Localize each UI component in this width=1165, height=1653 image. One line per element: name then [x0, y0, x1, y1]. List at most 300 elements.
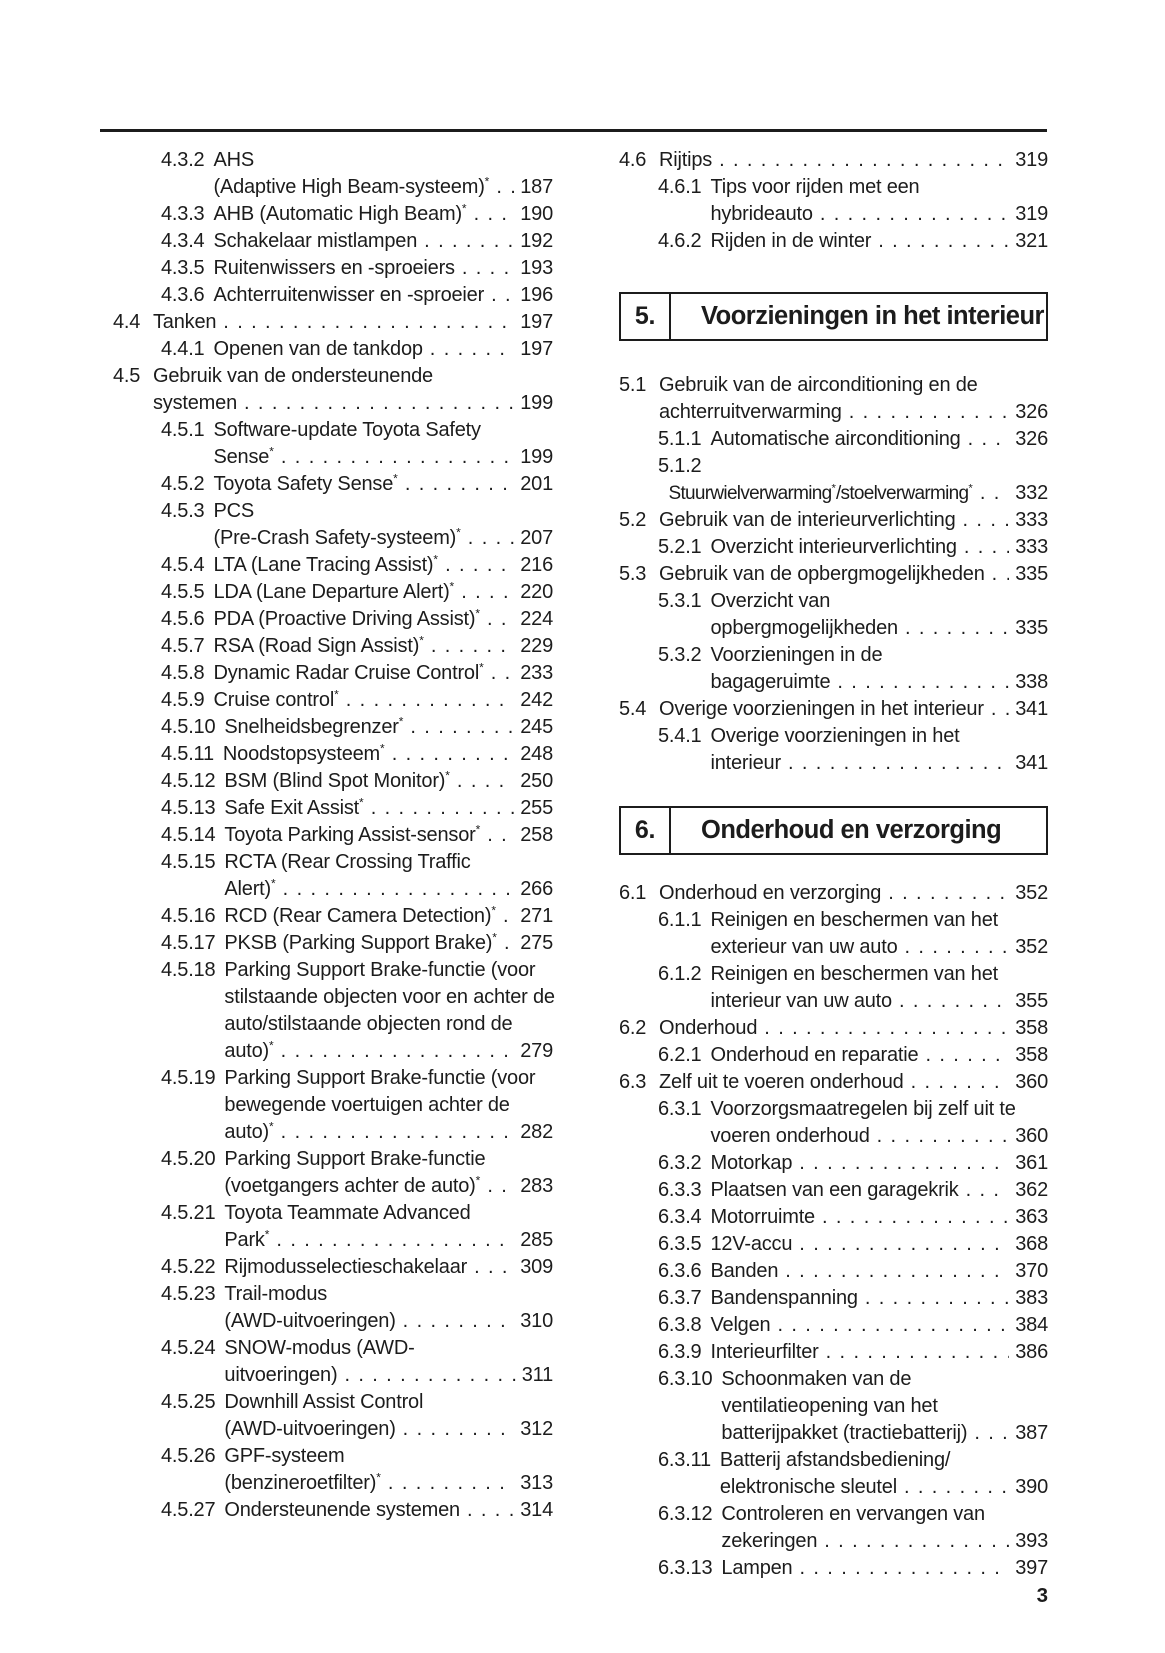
entry-title: Trail-modus [224, 1283, 328, 1305]
entry-title: auto/stilstaande objecten rond de [224, 1013, 513, 1035]
entry-line [213, 282, 553, 309]
entry-body [223, 741, 553, 768]
page-ref: 321 [1015, 230, 1048, 252]
entry-line [224, 1362, 553, 1389]
entry-body [213, 228, 553, 255]
entry-line [710, 723, 1048, 750]
footnote-asterisk: * [419, 633, 424, 648]
entry-line [224, 1227, 553, 1254]
toc-entry-4.5.11 [161, 741, 553, 768]
entry-number: 4.6 [619, 149, 647, 171]
entry-line [213, 606, 553, 633]
entry-line [224, 1038, 553, 1065]
leader-dots [764, 1015, 1009, 1042]
page-ref: 393 [1015, 1530, 1048, 1552]
entry-body [710, 723, 1048, 777]
entry-line [224, 822, 553, 849]
entry-title: Software-update Toyota Safety [213, 419, 481, 441]
page-ref: 341 [1015, 698, 1048, 720]
toc-entry-4.5.16 [161, 903, 553, 930]
entry-line [153, 390, 553, 417]
entry-title: batterijpakket (tractiebatterij) [721, 1422, 968, 1444]
entry-title: Rijtips [659, 149, 713, 171]
entry-title: Safe Exit Assist* [224, 795, 364, 819]
entry-body [710, 534, 1048, 561]
entry-number: 6.3.10 [658, 1368, 713, 1390]
toc-entry-6.3.11 [658, 1447, 1048, 1501]
entry-number: 6.3.7 [658, 1287, 702, 1309]
toc-entry-6.3.8 [658, 1312, 1048, 1339]
toc-entry-5.1.2 [658, 453, 1048, 507]
entry-body [659, 1069, 1048, 1096]
entry-title: zekeringen [721, 1530, 818, 1552]
footnote-asterisk: * [398, 714, 404, 729]
leader-dots [405, 471, 514, 498]
footnote-asterisk: * [449, 579, 455, 594]
entry-line [710, 642, 1048, 669]
entry-number: 4.5.27 [161, 1499, 216, 1521]
toc-entry-6.3.9 [658, 1339, 1048, 1366]
entry-body [710, 642, 1048, 696]
toc-entry-4.5.21 [161, 1200, 553, 1254]
entry-line [224, 876, 553, 903]
leader-dots [925, 1042, 1009, 1069]
entry-line [710, 426, 1048, 453]
entry-body [224, 1065, 553, 1146]
entry-number: 5.2 [619, 509, 647, 531]
entry-title: Batterij afstandsbediening/ [719, 1449, 951, 1471]
leader-dots [403, 1308, 515, 1335]
leader-dots [905, 934, 1010, 961]
entry-number: 4.6.1 [658, 176, 702, 198]
entry-body [224, 1146, 553, 1200]
toc-entry-4.5.9 [161, 687, 553, 714]
toc-entry-6.3 [619, 1069, 1048, 1096]
entry-number: 6.2.1 [658, 1044, 702, 1066]
entry-title: Onderhoud en reparatie [710, 1044, 919, 1066]
entry-title: Gebruik van de ondersteunende [153, 365, 433, 387]
entry-title: (AWD-uitvoeringen) [224, 1310, 396, 1332]
leader-dots [799, 1231, 1009, 1258]
entry-body [659, 507, 1048, 534]
entry-title: interieur [710, 752, 781, 774]
footnote-asterisk: * [269, 1038, 274, 1053]
entry-line [659, 880, 1048, 907]
toc-entry-5.1 [619, 372, 1048, 426]
entry-title: hybrideauto [710, 203, 813, 225]
page-ref: 361 [1015, 1152, 1048, 1174]
entry-line [710, 1096, 1048, 1123]
entry-number: 4.5.11 [161, 743, 214, 765]
leader-dots [487, 606, 514, 633]
leader-dots [820, 201, 1009, 228]
page-ref: 220 [520, 581, 553, 603]
footnote-asterisk: * [380, 741, 385, 756]
toc-entry-4.5.14 [161, 822, 553, 849]
entry-number: 4.3.6 [161, 284, 205, 306]
entry-number: 4.5.18 [161, 959, 216, 981]
entry-line [213, 201, 553, 228]
toc-entry-6.3.2 [658, 1150, 1048, 1177]
entry-body [213, 660, 553, 687]
entry-title: Overzicht interieurverlichting [710, 536, 957, 558]
toc-entry-4.5.6 [161, 606, 553, 633]
entry-title: Banden [710, 1260, 779, 1282]
leader-dots [371, 795, 515, 822]
entry-title: Plaatsen van een garagekrik [710, 1179, 959, 1201]
page-ref: 352 [1015, 882, 1048, 904]
entry-title: Park* [224, 1227, 270, 1251]
toc-entry-5.4.1 [658, 723, 1048, 777]
entry-title: Tips voor rijden met een [710, 176, 920, 198]
entry-title: RSA (Road Sign Assist)* [213, 633, 424, 657]
entry-body [213, 336, 553, 363]
toc-entry-4.5.10 [161, 714, 553, 741]
entry-title: Onderhoud en verzorging [659, 882, 882, 904]
entry-line [224, 1443, 553, 1470]
entry-line [659, 561, 1048, 588]
toc-entry-4.5.24 [161, 1335, 553, 1389]
leader-dots [824, 1528, 1009, 1555]
entry-body [224, 795, 553, 822]
entry-title: Ruitenwissers en -sproeiers [213, 257, 455, 279]
page-ref: 319 [1015, 149, 1048, 171]
entry-title: (AWD-uitvoeringen) [224, 1418, 396, 1440]
entry-line [721, 1393, 1048, 1420]
entry-title: Rijmodusselectieschakelaar [224, 1256, 468, 1278]
leader-dots [964, 534, 1009, 561]
leader-dots [968, 426, 1010, 453]
entry-line [659, 372, 1048, 399]
entry-title: systemen [153, 392, 237, 414]
toc-entry-4.5.7 [161, 633, 553, 660]
entry-number: 4.5.9 [161, 689, 205, 711]
entry-number: 4.5 [113, 365, 141, 387]
entry-body [710, 961, 1048, 1015]
entry-body [213, 471, 553, 498]
entry-line [153, 363, 553, 390]
footnote-asterisk: * [269, 444, 274, 459]
entry-line [710, 201, 1048, 228]
chapter-title: Onderhoud en verzorging [701, 816, 1002, 844]
entry-title: Sense* [213, 444, 274, 468]
entry-line [213, 228, 553, 255]
entry-number: 4.5.25 [161, 1391, 216, 1413]
entry-line [224, 714, 553, 741]
entry-body [710, 1042, 1048, 1069]
leader-dots [878, 228, 1009, 255]
entry-title: (Pre-Crash Safety-systeem)* [213, 525, 461, 549]
entry-line [710, 1042, 1048, 1069]
entry-body [720, 1447, 1048, 1501]
entry-number: 6.3.11 [658, 1449, 711, 1471]
leader-dots [276, 1227, 514, 1254]
toc-entry-4.6.2 [658, 228, 1048, 255]
leader-dots [826, 1339, 1010, 1366]
entry-body [153, 309, 553, 336]
page-ref: 192 [520, 230, 553, 252]
entry-body [213, 687, 553, 714]
footnote-asterisk: * [334, 687, 339, 702]
page-ref: 397 [1015, 1557, 1048, 1579]
entry-number: 5.1.2 [658, 455, 702, 477]
entry-body [710, 1177, 1048, 1204]
entry-number: 4.5.3 [161, 500, 205, 522]
entry-number: 4.5.15 [161, 851, 216, 873]
page-ref: 275 [520, 932, 553, 954]
entry-body [710, 174, 1048, 228]
entry-line [224, 1470, 553, 1497]
entry-title: ventilatieopening van het [721, 1395, 938, 1417]
entry-title: Downhill Assist Control [224, 1391, 424, 1413]
entry-line [213, 579, 553, 606]
toc-entry-4.3.4 [161, 228, 553, 255]
toc-entry-4.5.27 [161, 1497, 553, 1524]
toc-entry-5.3.1 [658, 588, 1048, 642]
chapter-number: 6. [621, 808, 671, 853]
page-ref: 187 [520, 176, 553, 198]
entry-title: PDA (Proactive Driving Assist)* [213, 606, 481, 630]
leader-dots [281, 1038, 515, 1065]
entry-line [710, 1312, 1048, 1339]
entry-title: Motorkap [710, 1152, 793, 1174]
footnote-asterisk: * [393, 471, 398, 486]
page-ref: 358 [1015, 1017, 1048, 1039]
leader-dots [865, 1285, 1009, 1312]
entry-title: Parking Support Brake-functie (voor [224, 959, 536, 981]
toc-entry-6.3.6 [658, 1258, 1048, 1285]
entry-number: 6.3.12 [658, 1503, 713, 1525]
toc-entry-5.4 [619, 696, 1048, 723]
entry-body [710, 1285, 1048, 1312]
entry-body [213, 201, 553, 228]
toc-entry-6.3.4 [658, 1204, 1048, 1231]
entry-body [224, 1254, 553, 1281]
leader-dots [445, 552, 514, 579]
entry-title: (Adaptive High Beam-systeem)* [213, 174, 490, 198]
toc-entry-4.5.8 [161, 660, 553, 687]
toc-entry-4.5.19 [161, 1065, 553, 1146]
entry-body [659, 561, 1048, 588]
entry-line [224, 957, 553, 984]
page-ref: 319 [1015, 203, 1048, 225]
entry-number: 4.5.16 [161, 905, 216, 927]
page-ref: 258 [520, 824, 553, 846]
footnote-asterisk: * [269, 1119, 274, 1134]
page-ref: 326 [1015, 401, 1048, 423]
page-ref: 196 [520, 284, 553, 306]
entry-number: 5.4 [619, 698, 647, 720]
entry-title: SNOW-modus (AWD- [224, 1337, 415, 1359]
toc-entry-4.3.5 [161, 255, 553, 282]
entry-line [224, 1092, 553, 1119]
page-ref: 387 [1015, 1422, 1048, 1444]
toc-entry-4.5.22 [161, 1254, 553, 1281]
page-ref: 201 [520, 473, 553, 495]
leader-dots [788, 750, 1009, 777]
entry-title: Voorzorgsmaatregelen bij zelf uit te [710, 1098, 1016, 1120]
entry-line [213, 417, 553, 444]
entry-number: 6.1 [619, 882, 647, 904]
entry-title: Openen van de tankdop [213, 338, 423, 360]
entry-line [213, 552, 553, 579]
entry-line [710, 907, 1048, 934]
entry-body [710, 1204, 1048, 1231]
toc-entry-6.3.12 [658, 1501, 1048, 1555]
leader-dots [244, 390, 514, 417]
entry-number: 4.5.20 [161, 1148, 216, 1170]
entry-line [224, 1335, 553, 1362]
entry-line [710, 1339, 1048, 1366]
leader-dots [799, 1150, 1009, 1177]
page-ref: 245 [520, 716, 553, 738]
entry-body [213, 579, 553, 606]
entry-line [710, 453, 1048, 480]
toc-entry-5.1.1 [658, 426, 1048, 453]
entry-title: Controleren en vervangen van [721, 1503, 985, 1525]
entry-body [224, 768, 553, 795]
entry-line [224, 930, 553, 957]
toc-entry-4.5.23 [161, 1281, 553, 1335]
toc-entry-4.5.1 [161, 417, 553, 471]
leader-dots [980, 480, 1009, 507]
footnote-asterisk: * [271, 876, 276, 891]
page-ref: 386 [1015, 1341, 1048, 1363]
leader-dots [467, 1497, 514, 1524]
entry-title: Reinigen en beschermen van het [710, 909, 999, 931]
entry-title: GPF-systeem [224, 1445, 345, 1467]
entry-body [224, 1389, 553, 1443]
entry-body [710, 1096, 1048, 1150]
entry-line [223, 741, 553, 768]
entry-title: Overige voorzieningen in het interieur [659, 698, 984, 720]
entry-line [213, 336, 553, 363]
page-ref: 332 [1015, 482, 1048, 504]
entry-number: 4.5.6 [161, 608, 205, 630]
entry-title: Toyota Parking Assist-sensor* [224, 822, 481, 846]
entry-line [721, 1528, 1048, 1555]
entry-body [224, 849, 553, 903]
entry-line [659, 399, 1048, 426]
toc-entry-6.3.3 [658, 1177, 1048, 1204]
entry-body [659, 372, 1048, 426]
entry-line [224, 1065, 553, 1092]
entry-number: 6.3.13 [658, 1557, 713, 1579]
entry-line [710, 1150, 1048, 1177]
entry-title: Lampen [721, 1557, 793, 1579]
leader-dots [911, 1069, 1010, 1096]
entry-line [721, 1501, 1048, 1528]
entry-title: Automatische airconditioning [710, 428, 961, 450]
page-ref: 242 [520, 689, 553, 711]
page-ref: 193 [520, 257, 553, 279]
entry-number: 4.5.21 [161, 1202, 216, 1224]
entry-number: 6.1.1 [658, 909, 702, 931]
footnote-asterisk: * [376, 1470, 381, 1485]
entry-title: RCD (Rear Camera Detection)* [224, 903, 496, 927]
entry-line [213, 525, 553, 552]
entry-number: 4.5.23 [161, 1283, 216, 1305]
footnote-asterisk: * [456, 525, 461, 540]
toc-column-right [619, 147, 1048, 1582]
entry-body [224, 903, 553, 930]
entry-line [659, 1015, 1048, 1042]
entry-number: 6.3.3 [658, 1179, 702, 1201]
entry-title: Velgen [710, 1314, 771, 1336]
leader-dots [281, 1119, 515, 1146]
entry-number: 6.3.9 [658, 1341, 702, 1363]
entry-number: 4.5.10 [161, 716, 216, 738]
page-ref: 312 [520, 1418, 553, 1440]
entry-line [710, 1204, 1048, 1231]
entry-line [720, 1447, 1048, 1474]
entry-line [153, 309, 553, 336]
entry-number: 6.1.2 [658, 963, 702, 985]
entry-title: Toyota Teammate Advanced [224, 1202, 471, 1224]
entry-title: Parking Support Brake-functie (voor [224, 1067, 536, 1089]
page-ref: 233 [520, 662, 553, 684]
entry-title: PCS [213, 500, 255, 522]
entry-line [720, 1474, 1048, 1501]
entry-line [710, 588, 1048, 615]
leader-dots [487, 822, 514, 849]
entry-line [224, 1308, 553, 1335]
entry-number: 5.4.1 [658, 725, 702, 747]
entry-title: Tanken [153, 311, 217, 333]
leader-dots [963, 507, 1010, 534]
toc-entry-4.6.1 [658, 174, 1048, 228]
entry-number: 5.3 [619, 563, 647, 585]
page-ref: 285 [520, 1229, 553, 1251]
footnote-asterisk: * [492, 930, 497, 945]
entry-number: 4.5.24 [161, 1337, 216, 1359]
entry-body [721, 1555, 1048, 1582]
toc-entry-5.2 [619, 507, 1048, 534]
page-ref: 309 [520, 1256, 553, 1278]
entry-title: Ondersteunende systemen [224, 1499, 460, 1521]
entry-title: Motorruimte [710, 1206, 815, 1228]
entry-title: Rijden in de winter [710, 230, 872, 252]
entry-title: Alert)* [224, 876, 276, 900]
page-ref: 383 [1015, 1287, 1048, 1309]
entry-number: 4.6.2 [658, 230, 702, 252]
toc-entry-6.3.1 [658, 1096, 1048, 1150]
toc-entry-4.5.15 [161, 849, 553, 903]
leader-dots [461, 579, 514, 606]
leader-dots [410, 714, 514, 741]
entry-line [721, 1420, 1048, 1447]
entry-body [224, 1443, 553, 1497]
entry-number: 5.3.2 [658, 644, 702, 666]
page-ref: 271 [520, 905, 553, 927]
leader-dots [899, 988, 1009, 1015]
toc-entry-4.4.1 [161, 336, 553, 363]
toc-entry-4.5.25 [161, 1389, 553, 1443]
page-ref: 335 [1015, 563, 1048, 585]
entry-number: 4.5.14 [161, 824, 216, 846]
leader-dots [504, 930, 514, 957]
entry-line [213, 471, 553, 498]
chapter-number: 5. [621, 294, 671, 339]
chapter-heading [619, 292, 1048, 341]
entry-line [659, 147, 1048, 174]
entry-title: RCTA (Rear Crossing Traffic [224, 851, 471, 873]
leader-dots [905, 615, 1009, 642]
entry-number: 4.5.4 [161, 554, 205, 576]
entry-title: Parking Support Brake-functie [224, 1148, 486, 1170]
leader-dots [223, 309, 514, 336]
entry-line [213, 687, 553, 714]
